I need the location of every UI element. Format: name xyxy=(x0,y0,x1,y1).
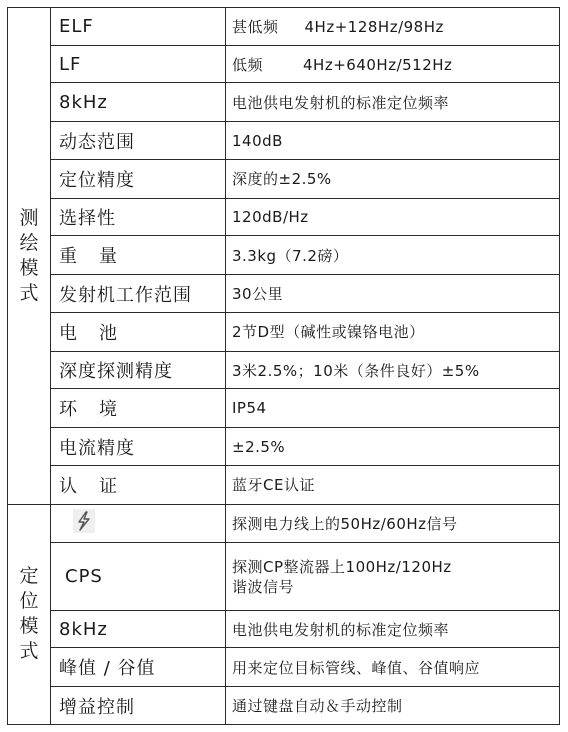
spec-label: 发射机工作范围 xyxy=(51,275,226,313)
spec-label: 峰值 / 谷值 xyxy=(51,648,226,687)
spec-value: 2节D型（碱性或镍铬电池） xyxy=(226,312,560,351)
table-row xyxy=(8,45,560,83)
spec-value xyxy=(226,45,560,83)
table-row xyxy=(8,198,560,236)
group-label-locate-mode xyxy=(8,504,51,724)
group-char: 式 xyxy=(19,640,39,663)
spec-label: 8kHz xyxy=(51,610,226,648)
table-row xyxy=(8,236,560,275)
spec-value: 蓝牙CE认证 xyxy=(226,465,560,504)
group-char: 定 xyxy=(19,565,39,588)
spec-value: 120dB/Hz xyxy=(226,198,560,236)
freq-name: 甚低频 xyxy=(232,17,279,36)
spec-value xyxy=(226,543,560,610)
table-row xyxy=(8,83,560,122)
table-row xyxy=(8,610,560,648)
power-line-bolt-icon xyxy=(73,509,95,538)
spec-value: 用来定位目标管线、峰值、谷值响应 xyxy=(226,648,560,687)
group-char: 式 xyxy=(19,281,39,304)
spec-label: 增益控制 xyxy=(51,687,226,725)
table-row xyxy=(8,465,560,504)
table-row xyxy=(8,8,560,46)
spec-label: 环境 xyxy=(51,389,226,428)
table-row xyxy=(8,687,560,725)
spec-label: ELF xyxy=(51,8,226,46)
spec-value: 3米2.5%；10米（条件良好）±5% xyxy=(226,351,560,389)
group-char: 位 xyxy=(19,590,39,613)
spec-value-line: 探测CP整流器上100Hz/120Hz xyxy=(232,557,452,576)
spec-value-line: 谐波信号 xyxy=(232,577,295,596)
spec-value: 探测电力线上的50Hz/60Hz信号 xyxy=(226,504,560,543)
table-row xyxy=(8,312,560,351)
table-row xyxy=(8,543,560,610)
spec-value: 通过键盘自动＆手动控制 xyxy=(226,687,560,725)
spec-value: 30公里 xyxy=(226,275,560,313)
table-row xyxy=(8,275,560,313)
spec-label: 动态范围 xyxy=(51,122,226,160)
spec-label: 重量 xyxy=(51,236,226,275)
table-row xyxy=(8,159,560,198)
spec-value: IP54 xyxy=(226,389,560,428)
spec-label: 定位精度 xyxy=(51,159,226,198)
table-row xyxy=(8,351,560,389)
table-row xyxy=(8,428,560,466)
spec-label: CPS xyxy=(51,543,226,610)
spec-label: 电池 xyxy=(51,312,226,351)
table-row xyxy=(8,389,560,428)
spec-label: 深度探测精度 xyxy=(51,351,226,389)
group-char: 绘 xyxy=(19,231,39,254)
group-char: 测 xyxy=(19,206,39,229)
spec-label: LF xyxy=(51,45,226,83)
spec-label: 认证 xyxy=(51,465,226,504)
table-row xyxy=(8,504,560,543)
spec-value: ±2.5% xyxy=(226,428,560,466)
table-row xyxy=(8,122,560,160)
spec-label: 选择性 xyxy=(51,198,226,236)
spec-value xyxy=(226,8,560,46)
group-char: 模 xyxy=(19,256,39,279)
bolt-icon-svg xyxy=(73,509,95,533)
group-label-survey-mode xyxy=(8,8,51,505)
freq-value: 4Hz+640Hz/512Hz xyxy=(303,55,453,74)
spec-value: 3.3kg（7.2磅） xyxy=(226,236,560,275)
freq-name: 低频 xyxy=(232,55,264,74)
table-row xyxy=(8,648,560,687)
group-char: 模 xyxy=(19,615,39,638)
freq-value: 4Hz+128Hz/98Hz xyxy=(304,17,444,36)
spec-value: 电池供电发射机的标准定位频率 xyxy=(226,83,560,122)
spec-value: 深度的±2.5% xyxy=(226,159,560,198)
spec-value: 电池供电发射机的标准定位频率 xyxy=(226,610,560,648)
spec-table xyxy=(7,7,560,725)
spec-value: 140dB xyxy=(226,122,560,160)
spec-label xyxy=(51,504,226,543)
spec-label: 8kHz xyxy=(51,83,226,122)
spec-label: 电流精度 xyxy=(51,428,226,466)
